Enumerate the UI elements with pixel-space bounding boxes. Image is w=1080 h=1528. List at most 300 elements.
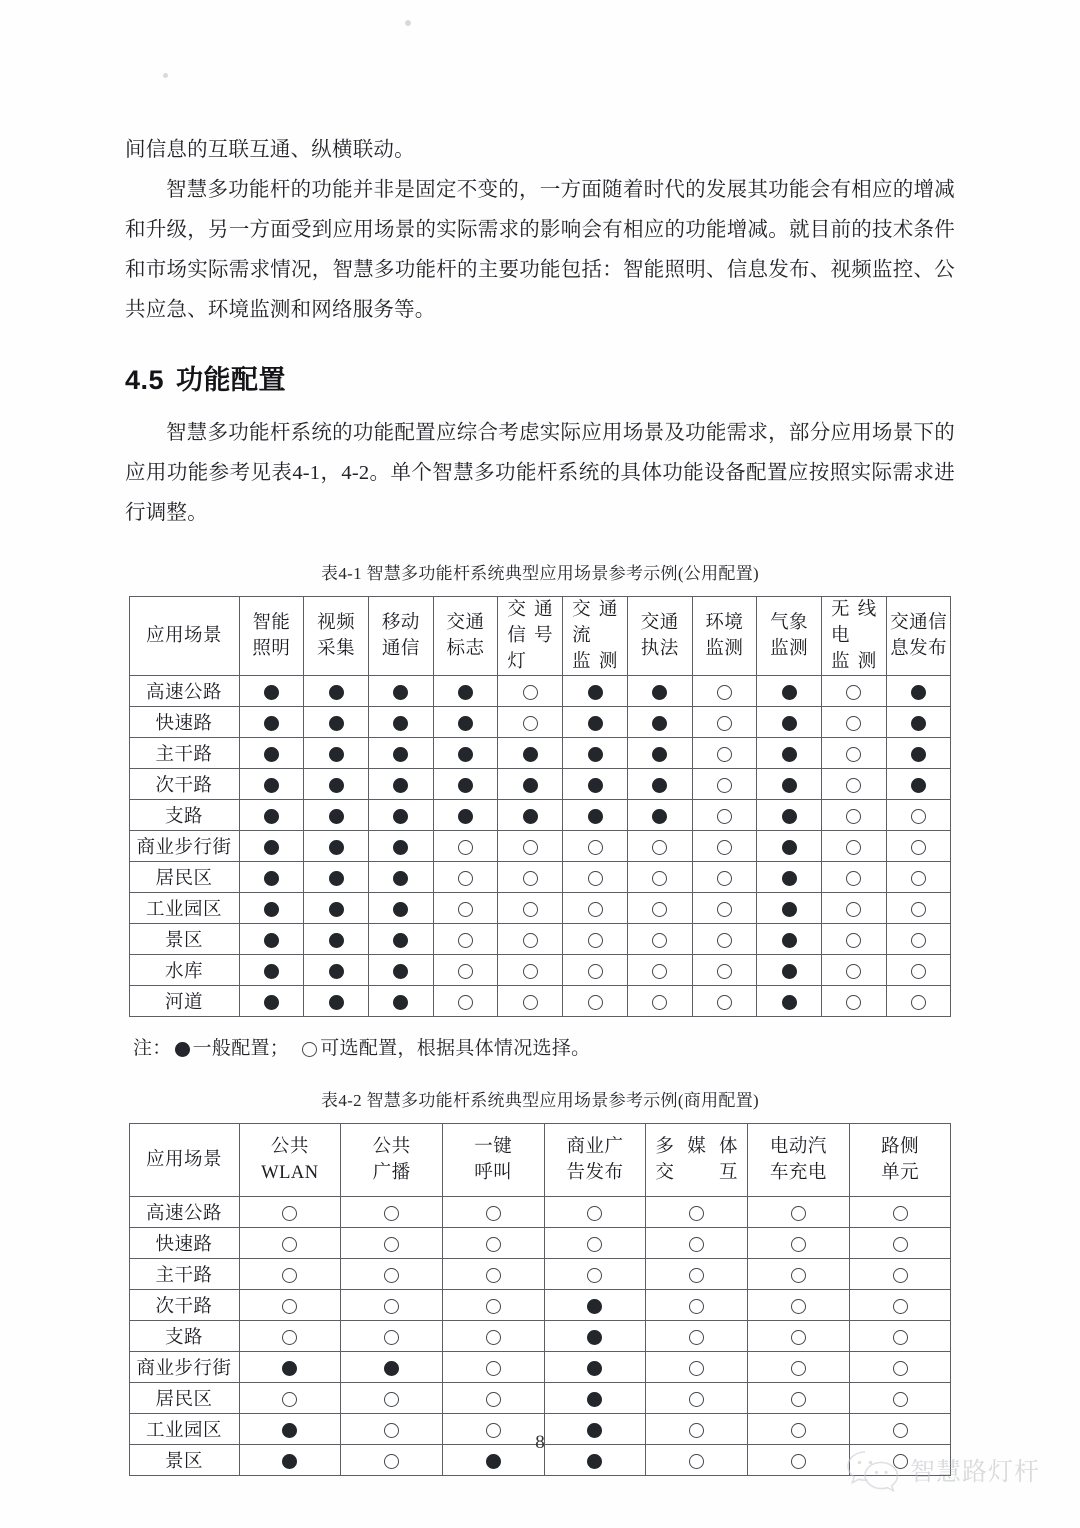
table-4-1-column-header-line1: 交通 (446, 613, 485, 633)
table-4-1-cell (886, 800, 951, 831)
open-circle-icon (717, 902, 732, 917)
filled-circle-icon (264, 871, 279, 886)
table-4-1-cell (822, 800, 887, 831)
table-4-1-cell (433, 986, 498, 1017)
table-4-1-cell (692, 893, 757, 924)
open-circle-icon (689, 1392, 704, 1407)
table-4-2-column-header (646, 1124, 748, 1197)
table-4-2-row-label: 景区 (129, 1445, 239, 1476)
table-4-2-cell (544, 1383, 646, 1414)
table-4-2 (129, 1123, 952, 1476)
table-4-1-cell (757, 831, 822, 862)
open-circle-icon (652, 902, 667, 917)
filled-circle-icon (264, 685, 279, 700)
table-4-1-cell (757, 893, 822, 924)
table-4-1-cell (304, 862, 369, 893)
table-4-1-cell (627, 831, 692, 862)
open-circle-icon (486, 1392, 501, 1407)
table-4-2-cell (239, 1259, 341, 1290)
open-circle-icon (717, 964, 732, 979)
table-4-1-cell (822, 676, 887, 707)
table-4-1-cell (563, 862, 628, 893)
table-4-1-column-header-line1: 视频 (317, 613, 356, 633)
table-4-2-column-header (442, 1124, 544, 1197)
open-circle-icon (846, 778, 861, 793)
table-4-1-column-header (498, 597, 563, 676)
filled-circle-icon (652, 747, 667, 762)
watermark-text: 智慧路灯杆 (910, 1458, 1041, 1486)
table-row (129, 676, 951, 707)
open-circle-icon (689, 1237, 704, 1252)
open-circle-icon (588, 933, 603, 948)
table-row (129, 955, 951, 986)
table-4-1-column-header (304, 597, 369, 676)
table-4-1-cell (368, 769, 433, 800)
table-4-1-cell (692, 707, 757, 738)
filled-circle-icon (523, 747, 538, 762)
table-4-1-cell (563, 924, 628, 955)
table-4-1-column-header-line1: 气象 (770, 613, 809, 633)
open-circle-icon (486, 1361, 501, 1376)
table-4-2-column-header (748, 1124, 850, 1197)
table-4-1-cell (239, 738, 304, 769)
table-4-2-column-header (341, 1124, 443, 1197)
table-4-2-cell (341, 1228, 443, 1259)
open-circle-icon (588, 871, 603, 886)
table-4-1-cell (433, 955, 498, 986)
open-circle-icon (652, 933, 667, 948)
watermark (845, 1448, 1040, 1492)
table-4-1-cell (239, 955, 304, 986)
filled-circle-icon (282, 1361, 297, 1376)
table-4-1-row-label: 高速公路 (129, 676, 239, 707)
table-4-1-cell (886, 738, 951, 769)
filled-circle-icon (264, 995, 279, 1010)
open-circle-icon (384, 1454, 399, 1469)
open-circle-icon (717, 871, 732, 886)
filled-circle-icon (911, 716, 926, 731)
filled-circle-icon (393, 809, 408, 824)
table-4-1-cell (368, 676, 433, 707)
open-circle-icon (791, 1206, 806, 1221)
table-4-1-head (129, 597, 951, 676)
table-4-1-cell (498, 955, 563, 986)
table-4-2-column-header (239, 1124, 341, 1197)
table-4-1-column-header-line2: 执法 (640, 639, 679, 659)
table-4-2-cell (442, 1383, 544, 1414)
table-4-1-cell (239, 831, 304, 862)
paragraph-configuration: 智慧多功能杆系统的功能配置应综合考虑实际应用场景及功能需求，部分应用场景下的应用功能参考见表4-1，4-2。单个智慧多功能杆系统的具体功能设备配置应按照实际需求进行调整。 (125, 422, 955, 524)
table-4-1-cell (563, 893, 628, 924)
table-4-1-cell (757, 707, 822, 738)
filled-circle-icon (782, 871, 797, 886)
table-4-2-cell (341, 1290, 443, 1321)
open-circle-icon (523, 840, 538, 855)
table-4-2-cell (341, 1352, 443, 1383)
open-circle-icon (652, 840, 667, 855)
table-4-2-cell (341, 1321, 443, 1352)
table-4-1-row-label: 支路 (129, 800, 239, 831)
open-circle-icon (282, 1237, 297, 1252)
open-circle-icon (893, 1361, 908, 1376)
table-4-1-cell (304, 924, 369, 955)
open-circle-icon (717, 747, 732, 762)
table-4-1-column-header-line2: 监 测 (572, 652, 618, 672)
table-4-2-cell (748, 1352, 850, 1383)
open-circle-icon (588, 902, 603, 917)
table-4-1-column-header (692, 597, 757, 676)
open-circle-icon (458, 902, 473, 917)
scan-speck (405, 20, 411, 26)
table-4-1-column-header (239, 597, 304, 676)
table-row (129, 1197, 951, 1228)
table-row (129, 769, 951, 800)
filled-circle-icon (393, 747, 408, 762)
paragraph-continued: 间信息的互联互通、纵横联动。 (125, 139, 415, 161)
table-4-1-cell (498, 738, 563, 769)
table-4-1-cell (886, 893, 951, 924)
open-circle-icon (717, 778, 732, 793)
filled-circle-icon (393, 840, 408, 855)
filled-circle-icon (393, 716, 408, 731)
filled-circle-icon (587, 1454, 602, 1469)
table-4-1-cell (627, 738, 692, 769)
table-4-1-cell (757, 986, 822, 1017)
table-4-1-cell (498, 893, 563, 924)
filled-circle-icon (652, 685, 667, 700)
filled-circle-icon (329, 716, 344, 731)
table-4-1-cell (692, 676, 757, 707)
scan-speck (163, 73, 168, 78)
table-4-1-cell (498, 831, 563, 862)
table-4-2-row-label: 工业园区 (129, 1414, 239, 1445)
filled-circle-icon (329, 995, 344, 1010)
table-4-1-cell (368, 707, 433, 738)
note-open-label: 可选配置，根据具体情况选择。 (320, 1038, 591, 1059)
table-4-1-cell (692, 831, 757, 862)
open-circle-icon (523, 871, 538, 886)
table-4-1-cell (627, 707, 692, 738)
table-row (129, 1321, 951, 1352)
open-circle-icon (791, 1454, 806, 1469)
filled-circle-icon (329, 809, 344, 824)
table-row (129, 738, 951, 769)
table-4-1-row-label: 次干路 (129, 769, 239, 800)
open-circle-icon (282, 1299, 297, 1314)
table-4-2-column-header (544, 1124, 646, 1197)
page-content (125, 130, 955, 1476)
table-4-1-column-header-line1: 交通信 (890, 613, 948, 633)
table-4-2-column-header (849, 1124, 951, 1197)
table-4-2-column-header-line1: 公共 (372, 1137, 411, 1157)
table-4-2-cell (646, 1290, 748, 1321)
table-4-1-cell (563, 800, 628, 831)
table-4-2-row-label: 商业步行街 (129, 1352, 239, 1383)
table-4-2-cell (442, 1259, 544, 1290)
filled-circle-icon (282, 1454, 297, 1469)
open-circle-icon (587, 1268, 602, 1283)
table-4-2-cell (748, 1290, 850, 1321)
table-4-2-head (129, 1124, 951, 1197)
table-4-2-cell (849, 1259, 951, 1290)
table-4-1-cell (498, 707, 563, 738)
table-4-2-column-header-line1: 电动汽 (769, 1137, 827, 1157)
open-circle-icon (689, 1299, 704, 1314)
table-4-1-cell (822, 924, 887, 955)
filled-circle-icon (588, 747, 603, 762)
table-4-1-cell (563, 955, 628, 986)
filled-circle-icon (587, 1392, 602, 1407)
table-row (129, 831, 951, 862)
filled-circle-icon (782, 685, 797, 700)
table-4-1-cell (368, 862, 433, 893)
open-circle-icon (717, 809, 732, 824)
filled-circle-icon (393, 995, 408, 1010)
filled-circle-icon (911, 778, 926, 793)
filled-circle-icon (458, 685, 473, 700)
filled-circle-icon (911, 685, 926, 700)
table-4-1-column-header-line2: 采集 (317, 639, 356, 659)
section-heading (125, 358, 955, 397)
open-circle-icon (458, 933, 473, 948)
open-circle-icon (282, 1392, 297, 1407)
table-4-1-cell (304, 800, 369, 831)
filled-circle-icon (486, 1454, 501, 1469)
open-circle-icon (486, 1299, 501, 1314)
open-circle-icon (384, 1237, 399, 1252)
table-4-1-cell (886, 707, 951, 738)
table-4-2-cell (341, 1197, 443, 1228)
table-4-1-cell (304, 676, 369, 707)
table-row (129, 893, 951, 924)
table-4-1-row-label: 水库 (129, 955, 239, 986)
table-4-1-cell (368, 831, 433, 862)
note-prefix: 注： (133, 1038, 172, 1059)
table-4-2-cell (544, 1228, 646, 1259)
open-circle-icon (486, 1330, 501, 1345)
table-4-2-cell (748, 1228, 850, 1259)
table-4-1-cell (692, 738, 757, 769)
filled-circle-icon (384, 1361, 399, 1376)
open-circle-icon (846, 685, 861, 700)
table-4-1-cell (757, 769, 822, 800)
open-circle-icon (486, 1206, 501, 1221)
filled-circle-icon (782, 995, 797, 1010)
table-4-1-cell (433, 893, 498, 924)
open-circle-icon (911, 995, 926, 1010)
table-4-1-cell (304, 738, 369, 769)
table-4-1-column-header-line2: 通信 (381, 639, 420, 659)
table-4-1-cell (239, 924, 304, 955)
table-4-1-cell (757, 800, 822, 831)
table-4-1-column-header (886, 597, 951, 676)
open-circle-icon (282, 1206, 297, 1221)
table-4-2-cell (646, 1352, 748, 1383)
table-4-2-cell (849, 1197, 951, 1228)
table-4-1-cell (433, 862, 498, 893)
table-row (129, 707, 951, 738)
filled-circle-icon (782, 902, 797, 917)
table-4-1-caption: 表4-1 智慧多功能杆系统典型应用场景参考示例(公用配置) (321, 564, 759, 583)
open-circle-icon (588, 995, 603, 1010)
table-4-1-cell (822, 831, 887, 862)
open-circle-icon (846, 995, 861, 1010)
filled-circle-icon (652, 809, 667, 824)
note-full-label: 一般配置； (192, 1038, 290, 1059)
table-4-2-cell (341, 1383, 443, 1414)
table-4-1-cell (692, 955, 757, 986)
table-4-1-cell (368, 800, 433, 831)
table-4-1-column-header (627, 597, 692, 676)
table-4-1-cell (368, 738, 433, 769)
table-4-1-cell (822, 893, 887, 924)
table-4-1-cell (563, 769, 628, 800)
table-4-1-column-header-line1: 移动 (381, 613, 420, 633)
open-circle-icon (893, 1268, 908, 1283)
table-row (129, 1383, 951, 1414)
table-4-2-cell (544, 1259, 646, 1290)
open-circle-icon (523, 902, 538, 917)
filled-circle-icon (652, 778, 667, 793)
table-4-1-cell (692, 769, 757, 800)
filled-circle-icon (458, 716, 473, 731)
filled-circle-icon (393, 685, 408, 700)
table-4-1-column-header-line2: 监测 (770, 639, 809, 659)
table-4-1-cell (757, 862, 822, 893)
filled-circle-icon (264, 778, 279, 793)
filled-circle-icon (329, 964, 344, 979)
table-4-2-caption: 表4-2 智慧多功能杆系统典型应用场景参考示例(商用配置) (321, 1091, 759, 1110)
filled-circle-icon (587, 1361, 602, 1376)
table-4-2-row-label: 高速公路 (129, 1197, 239, 1228)
open-circle-icon (846, 902, 861, 917)
table-4-1-row-label: 商业步行街 (129, 831, 239, 862)
table-4-2-cell (341, 1259, 443, 1290)
table-4-2-column-header-line1: 路侧 (881, 1137, 920, 1157)
open-circle-icon (911, 871, 926, 886)
table-4-1-row-header-label: 应用场景 (129, 597, 239, 676)
table-4-2-row-label: 快速路 (129, 1228, 239, 1259)
legend-open-circle-icon (302, 1042, 317, 1057)
table-4-2-cell (849, 1352, 951, 1383)
open-circle-icon (911, 902, 926, 917)
open-circle-icon (458, 964, 473, 979)
table-4-2-column-header-line1: 公共 (270, 1137, 309, 1157)
table-4-1-cell (498, 676, 563, 707)
table-legend-note (133, 1033, 955, 1060)
table-4-1-column-header-line1: 环境 (705, 613, 744, 633)
table-4-1-row-label: 快速路 (129, 707, 239, 738)
table-4-1-cell (886, 924, 951, 955)
open-circle-icon (587, 1206, 602, 1221)
table-4-1-cell (627, 862, 692, 893)
open-circle-icon (689, 1268, 704, 1283)
open-circle-icon (791, 1299, 806, 1314)
filled-circle-icon (588, 716, 603, 731)
table-4-1-cell (627, 769, 692, 800)
filled-circle-icon (587, 1330, 602, 1345)
table-4-2-cell (849, 1321, 951, 1352)
table-row (129, 1228, 951, 1259)
filled-circle-icon (523, 809, 538, 824)
table-4-2-cell (646, 1259, 748, 1290)
open-circle-icon (384, 1392, 399, 1407)
open-circle-icon (689, 1361, 704, 1376)
table-4-2-column-header-line1: 商业广 (566, 1137, 624, 1157)
table-4-1-cell (757, 738, 822, 769)
table-4-1-cell (433, 707, 498, 738)
table-4-1-cell (627, 986, 692, 1017)
filled-circle-icon (264, 902, 279, 917)
open-circle-icon (689, 1454, 704, 1469)
filled-circle-icon (588, 809, 603, 824)
filled-circle-icon (587, 1299, 602, 1314)
table-4-2-cell (646, 1383, 748, 1414)
table-4-2-column-header-line1: 一键 (474, 1137, 513, 1157)
table-4-1-cell (498, 986, 563, 1017)
table-4-1-cell (692, 986, 757, 1017)
filled-circle-icon (458, 809, 473, 824)
filled-circle-icon (782, 716, 797, 731)
filled-circle-icon (911, 747, 926, 762)
table-4-2-column-header-line2: 单元 (881, 1163, 920, 1183)
table-4-1-cell (433, 924, 498, 955)
table-4-2-cell (544, 1321, 646, 1352)
table-4-1-column-header-line2: 照明 (252, 639, 291, 659)
table-4-1-cell (239, 893, 304, 924)
filled-circle-icon (523, 778, 538, 793)
table-4-1-column-header-line1: 无线电 (831, 600, 877, 646)
open-circle-icon (846, 871, 861, 886)
table-4-1-cell (433, 800, 498, 831)
open-circle-icon (486, 1237, 501, 1252)
table-4-2-cell (748, 1259, 850, 1290)
open-circle-icon (791, 1237, 806, 1252)
table-4-1-column-header-line2: 监 测 (831, 652, 877, 672)
table-row (129, 986, 951, 1017)
filled-circle-icon (393, 964, 408, 979)
table-4-1 (129, 596, 952, 1017)
table-4-1-cell (627, 955, 692, 986)
table-row (129, 800, 951, 831)
filled-circle-icon (458, 747, 473, 762)
table-4-1-cell (757, 676, 822, 707)
table-4-1-cell (433, 769, 498, 800)
table-4-1-cell (563, 707, 628, 738)
table-4-2-cell (849, 1383, 951, 1414)
table-4-1-cell (822, 707, 887, 738)
table-row (129, 1352, 951, 1383)
filled-circle-icon (652, 716, 667, 731)
open-circle-icon (458, 995, 473, 1010)
table-4-1-cell (498, 862, 563, 893)
table-4-1-cell (239, 769, 304, 800)
open-circle-icon (523, 964, 538, 979)
table-row (129, 1290, 951, 1321)
open-circle-icon (689, 1330, 704, 1345)
table-4-1-cell (368, 924, 433, 955)
open-circle-icon (846, 933, 861, 948)
table-4-1-column-header (368, 597, 433, 676)
filled-circle-icon (782, 933, 797, 948)
table-4-1-cell (886, 986, 951, 1017)
open-circle-icon (523, 995, 538, 1010)
open-circle-icon (911, 809, 926, 824)
table-4-2-row-label: 居民区 (129, 1383, 239, 1414)
table-4-1-cell (239, 986, 304, 1017)
open-circle-icon (652, 871, 667, 886)
open-circle-icon (384, 1299, 399, 1314)
